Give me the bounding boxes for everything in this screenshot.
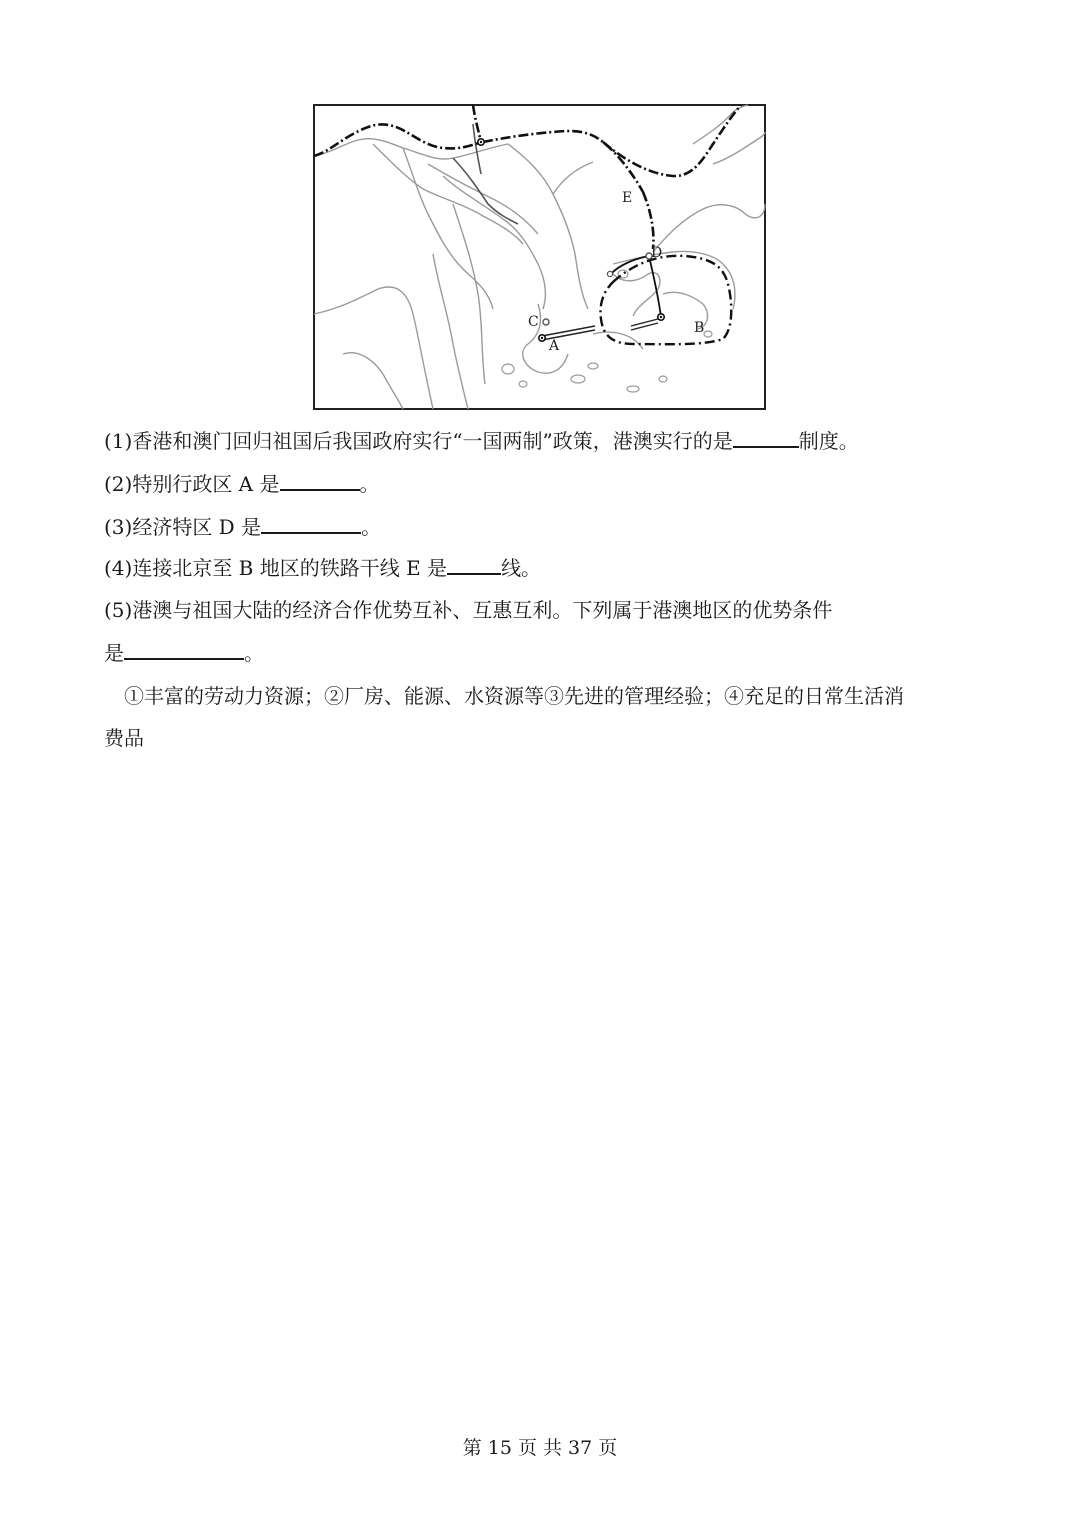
map-label-c: C: [528, 314, 539, 330]
question-2: (2)特别行政区 A 是 。: [104, 472, 380, 496]
question-3: (3)经济特区 D 是 。: [104, 515, 382, 539]
map-label-e: E: [622, 190, 633, 206]
map-label-b: B: [694, 320, 705, 336]
question-5-line-2: 是 。: [104, 641, 264, 665]
map-label-a: A: [549, 338, 560, 354]
answer-blank-3[interactable]: [261, 514, 361, 534]
question-5-options-line-2: 费品: [104, 726, 144, 750]
answer-blank-2[interactable]: [280, 471, 360, 491]
page-footer: 第 15 页 共 37 页: [462, 1437, 618, 1459]
question-5-line-1: (5)港澳与祖国大陆的经济合作优势互补、互惠互利。下列属于港澳地区的优势条件: [104, 598, 833, 622]
pearl-river-delta-map: [313, 104, 766, 410]
answer-blank-1[interactable]: [733, 428, 799, 448]
question-5-options-line-1: ①丰富的劳动力资源；②厂房、能源、水资源等③先进的管理经验；④充足的日常生活消: [124, 684, 904, 708]
answer-blank-4[interactable]: [447, 555, 501, 575]
question-4: (4)连接北京至 B 地区的铁路干线 E 是 线。: [104, 556, 542, 580]
map-label-d: D: [651, 245, 663, 261]
answer-blank-5[interactable]: [124, 640, 244, 660]
question-1: (1)香港和澳门回归祖国后我国政府实行“一国两制”政策，港澳实行的是 制度。: [104, 429, 859, 453]
